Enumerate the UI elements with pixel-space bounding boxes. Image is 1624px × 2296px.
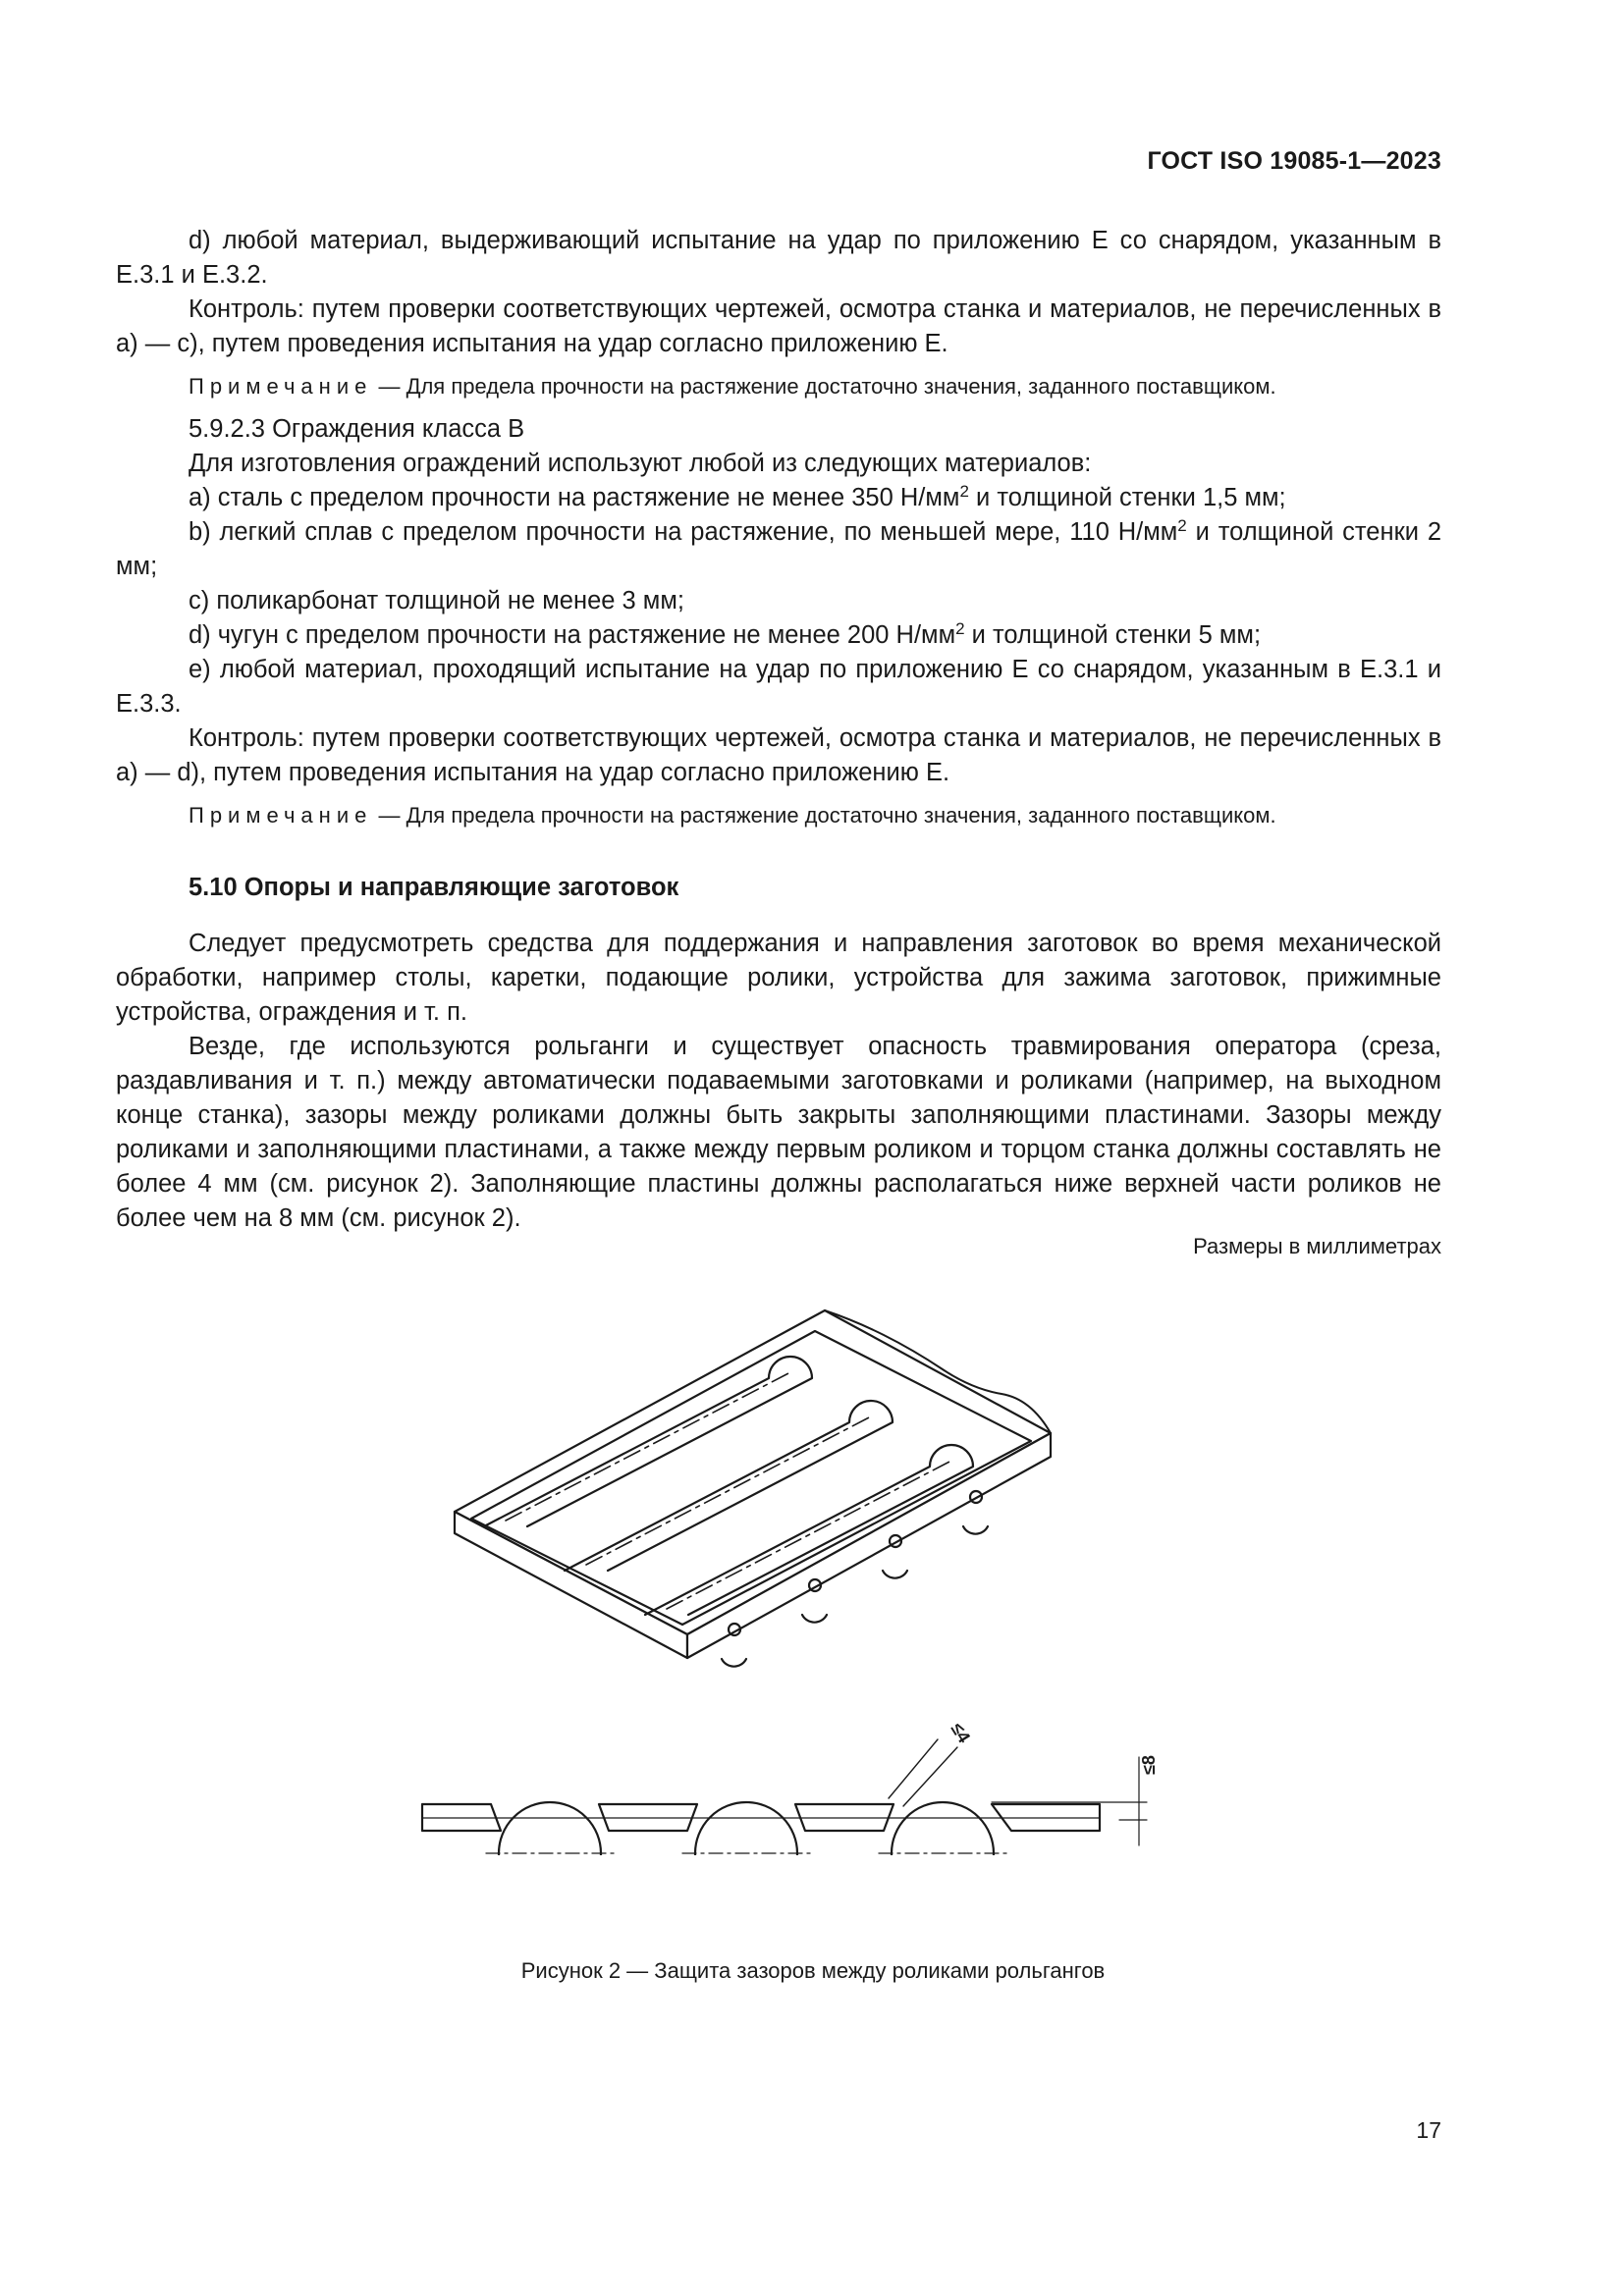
dim-label-depth: ≤8: [1139, 1755, 1159, 1775]
roller-section: [499, 1802, 601, 1855]
roller-section: [695, 1802, 797, 1855]
note-2: [116, 800, 1441, 831]
list-item-text: d) чугун с пределом прочности на растяжение не менее 200 Н/мм: [189, 621, 956, 649]
note-text: — Для предела прочности на растяжение достаточно значения, заданного поставщиком.: [372, 803, 1276, 828]
list-item-text: а) сталь с пределом прочности на растяжение не менее 350 Н/мм: [189, 484, 960, 511]
paragraph-intro: Для изготовления ограждений используют любой из следующих материалов:: [189, 450, 1092, 477]
paragraph-control-2: Контроль: путем проверки соответствующих чертежей, осмотра станка и материалов, не перечисленных в а) — d), путем проведения испытания на удар согласно приложению Е.: [116, 724, 1441, 786]
list-item-text: и толщиной стенки 1,5 мм;: [968, 484, 1286, 511]
paragraph-510-a: Следует предусмотреть средства для поддержания и направления заготовок во время механической обработки, например столы, каретки, подающие ролики, устройства для зажима заготовок, прижимные устройства, ограждения и т. п.: [116, 930, 1441, 1026]
section-heading: 5.10 Опоры и направляющие заготовок: [189, 874, 679, 901]
list-item-b: [116, 515, 1441, 584]
dim-line-gap: [889, 1739, 938, 1798]
note-label: Примечание: [189, 374, 373, 399]
figure-caption: Рисунок 2 — Защита зазоров между роликами рольгангов: [520, 1958, 1106, 1983]
list-item-c: с) поликарбонат толщиной не менее 3 мм;: [189, 587, 684, 614]
dim-line-gap: [903, 1747, 957, 1806]
list-item-e: е) любой материал, проходящий испытание на удар по приложению Е со снарядом, указанным в Е.3.1 и Е.3.3.: [116, 656, 1441, 718]
roller-bottom: [883, 1571, 907, 1578]
list-item-a: [116, 481, 1441, 515]
figure-2: [393, 1296, 1178, 1855]
roller-bottom: [802, 1615, 827, 1623]
page-number: 17: [1416, 2117, 1441, 2143]
standard-header: ГОСТ ISO 19085-1—2023: [1147, 147, 1441, 175]
superscript: 2: [959, 482, 969, 501]
isometric-view: [455, 1310, 1051, 1667]
note-label: Примечание: [189, 803, 373, 828]
superscript: 2: [1177, 516, 1187, 535]
roller-conveyor-drawing: [393, 1296, 1178, 1855]
roller-section: [892, 1802, 994, 1855]
list-item-text: и толщиной стенки 5 мм;: [964, 621, 1262, 649]
subsection-heading: 5.9.2.3 Ограждения класса В: [189, 415, 525, 443]
section-view: [422, 1739, 1147, 1855]
list-item-text: b) легкий сплав с пределом прочности на растяжение, по меньшей мере, 110 Н/мм: [189, 518, 1178, 546]
list-item-text: и толщиной стенки 2 мм;: [116, 518, 1441, 580]
superscript: 2: [955, 619, 965, 638]
dim-label-gap: ≤4: [947, 1719, 975, 1746]
dimensions-note: Размеры в миллиметрах: [1193, 1234, 1441, 1258]
paragraph-control-1: Контроль: путем проверки соответствующих чертежей, осмотра станка и материалов, не перечисленных в а) — с), путем проведения испытания на удар согласно приложению Е.: [116, 295, 1441, 357]
body-text: [116, 224, 1441, 1236]
paragraph-item-d: d) любой материал, выдерживающий испытание на удар по приложению Е со снарядом, указанным в Е.3.1 и Е.3.2.: [116, 227, 1441, 289]
roller-bottom: [722, 1659, 746, 1667]
list-item-d: [116, 618, 1441, 653]
roller-bottom: [963, 1526, 988, 1534]
note-1: [116, 371, 1441, 402]
note-text: — Для предела прочности на растяжение достаточно значения, заданного поставщиком.: [372, 374, 1276, 399]
paragraph-510-b: Везде, где используются рольганги и существует опасность травмирования оператора (среза, раздавливания и т. п.) между автоматически подаваемыми заготовками и роликами (например, на выходном конце станка), зазоры между роликами должны быть закрыты заполняющими пластинами. Зазоры между роликами и заполняющими пластинами, а также между первым роликом и торцом станка должны составлять не более 4 мм (см. рисунок 2). Заполняющие пластины должны располагаться ниже верхней части роликов не более чем на 8 мм (см. рисунок 2).: [116, 1033, 1441, 1232]
